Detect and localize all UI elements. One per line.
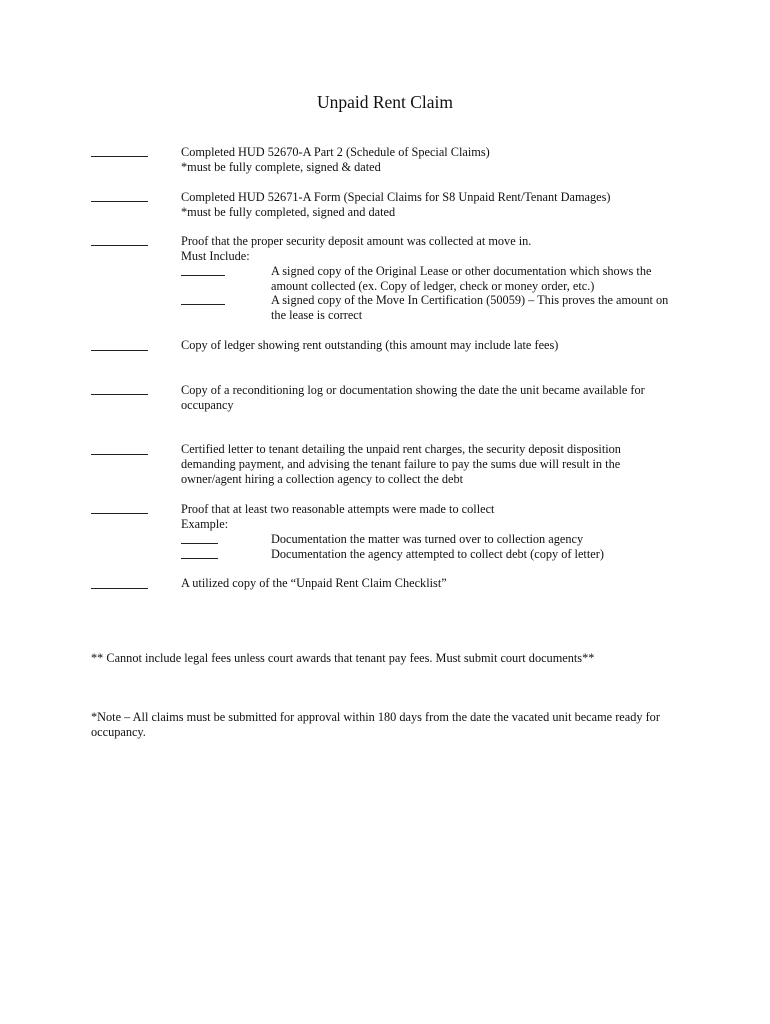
checklist-blank[interactable]: [91, 394, 148, 395]
checklist-blank[interactable]: [91, 454, 148, 455]
sub-item-blank[interactable]: [181, 304, 225, 305]
submission-deadline-note-continued: occupancy.: [91, 725, 146, 739]
checklist-item-text: Certified letter to tenant detailing the unpaid rent charges, the security deposit disposition: [181, 442, 621, 456]
checklist-item-text: Must Include:: [181, 249, 250, 263]
checklist-blank[interactable]: [91, 350, 148, 351]
legal-fees-note: ** Cannot include legal fees unless court awards that tenant pay fees. Must submit court documents**: [91, 651, 595, 665]
checklist-item-text: *must be fully completed, signed and dated: [181, 205, 396, 219]
checklist-item-text: demanding payment, and advising the tenant failure to pay the sums due will result in the: [181, 457, 621, 471]
sub-item-text: Documentation the agency attempted to collect debt (copy of letter): [271, 547, 604, 561]
sub-item-text: Documentation the matter was turned over to collection agency: [271, 532, 584, 546]
sub-item-blank[interactable]: [181, 558, 218, 559]
checklist-item-text: Proof that the proper security deposit amount was collected at move in.: [181, 234, 532, 248]
sub-item-text: the lease is correct: [271, 308, 363, 322]
checklist-item-text: Completed HUD 52670-A Part 2 (Schedule of Special Claims): [181, 145, 490, 159]
checklist-blank[interactable]: [91, 201, 148, 202]
checklist-item-text: Copy of a reconditioning log or documentation showing the date the unit became available for: [181, 383, 645, 397]
submission-deadline-note: *Note – All claims must be submitted for approval within 180 days from the date the vacated unit became ready for: [91, 710, 660, 724]
checklist-item-text: A utilized copy of the “Unpaid Rent Claim Checklist”: [181, 576, 447, 590]
checklist-item-text: Completed HUD 52671-A Form (Special Claims for S8 Unpaid Rent/Tenant Damages): [181, 190, 611, 204]
checklist-blank[interactable]: [91, 513, 148, 514]
sub-item-blank[interactable]: [181, 543, 218, 544]
checklist-item-text: Example:: [181, 517, 229, 531]
checklist-item-text: *must be fully complete, signed & dated: [181, 160, 381, 174]
checklist-item-text: Proof that at least two reasonable attempts were made to collect: [181, 502, 495, 516]
sub-item-text: A signed copy of the Move In Certification (50059) – This proves the amount on: [271, 293, 669, 307]
checklist-item-text: Copy of ledger showing rent outstanding (this amount may include late fees): [181, 338, 559, 352]
sub-item-blank[interactable]: [181, 275, 225, 276]
checklist-blank[interactable]: [91, 588, 148, 589]
checklist-blank[interactable]: [91, 156, 148, 157]
sub-item-text: A signed copy of the Original Lease or other documentation which shows the: [271, 264, 652, 278]
checklist-item-text: occupancy: [181, 398, 234, 412]
checklist-blank[interactable]: [91, 245, 148, 246]
page-title: Unpaid Rent Claim: [316, 92, 454, 112]
checklist-item-text: owner/agent hiring a collection agency to collect the debt: [181, 472, 464, 486]
sub-item-text: amount collected (ex. Copy of ledger, check or money order, etc.): [271, 279, 595, 293]
